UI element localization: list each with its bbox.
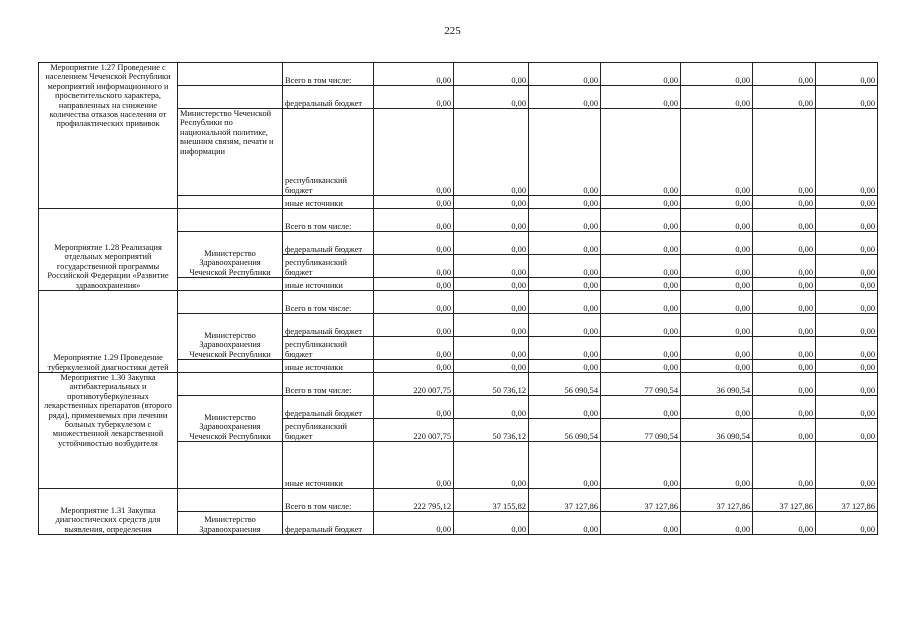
amount-cell: 0,00 [374, 396, 454, 419]
amount-cell: 0,00 [601, 360, 681, 373]
amount-cell: 0,00 [454, 86, 529, 109]
funding-source: иные источники [283, 196, 374, 209]
funding-source: федеральный бюджет [283, 232, 374, 255]
amount-cell: 0,00 [681, 209, 753, 232]
amount-cell: 0,00 [816, 255, 878, 278]
amount-cell: 0,00 [681, 232, 753, 255]
executor-cell: Министерство Здравоохранения Чеченской Республики [178, 232, 283, 278]
amount-cell: 37 127,86 [753, 489, 816, 512]
amount-cell: 0,00 [454, 63, 529, 86]
funding-source: федеральный бюджет [283, 512, 374, 535]
amount-cell: 220 007,75 [374, 373, 454, 396]
amount-cell: 0,00 [681, 512, 753, 535]
amount-cell: 0,00 [454, 360, 529, 373]
amount-cell: 56 090,54 [529, 419, 601, 442]
budget-table [38, 62, 878, 535]
amount-cell: 37 127,86 [529, 489, 601, 512]
amount-cell: 0,00 [601, 196, 681, 209]
amount-cell: 0,00 [816, 373, 878, 396]
amount-cell: 0,00 [454, 278, 529, 291]
amount-cell: 0,00 [753, 278, 816, 291]
amount-cell: 0,00 [816, 209, 878, 232]
amount-cell: 0,00 [816, 419, 878, 442]
amount-cell: 0,00 [681, 109, 753, 196]
funding-source: иные источники [283, 360, 374, 373]
amount-cell: 0,00 [816, 512, 878, 535]
amount-cell: 0,00 [529, 63, 601, 86]
amount-cell: 0,00 [454, 442, 529, 489]
amount-cell: 0,00 [816, 86, 878, 109]
amount-cell: 0,00 [681, 63, 753, 86]
amount-cell: 0,00 [374, 512, 454, 535]
amount-cell: 0,00 [681, 86, 753, 109]
funding-source: иные источники [283, 442, 374, 489]
amount-cell: 0,00 [816, 442, 878, 489]
amount-cell: 0,00 [753, 109, 816, 196]
table-row [39, 291, 878, 314]
amount-cell: 0,00 [601, 337, 681, 360]
amount-cell: 0,00 [681, 396, 753, 419]
amount-cell: 0,00 [454, 232, 529, 255]
executor-cell: Министерство Здравоохранения [178, 512, 283, 535]
event-cell: Мероприятие 1.27 Проведение с населением Чеченской Республики мероприятий информационного и просветительского характера, направленных на снижение количества отказов населения от профилактических прививок [39, 63, 178, 209]
funding-source: Всего в том числе: [283, 489, 374, 512]
amount-cell: 0,00 [816, 360, 878, 373]
amount-cell: 0,00 [374, 278, 454, 291]
funding-source: республиканский бюджет [283, 337, 374, 360]
amount-cell: 222 795,12 [374, 489, 454, 512]
amount-cell: 0,00 [601, 232, 681, 255]
amount-cell: 0,00 [374, 209, 454, 232]
empty-cell [178, 278, 283, 291]
amount-cell: 36 090,54 [681, 419, 753, 442]
table-row [39, 489, 878, 512]
amount-cell: 0,00 [816, 63, 878, 86]
amount-cell: 0,00 [374, 360, 454, 373]
amount-cell: 0,00 [601, 255, 681, 278]
amount-cell: 0,00 [681, 255, 753, 278]
amount-cell: 77 090,54 [601, 419, 681, 442]
amount-cell: 220 007,75 [374, 419, 454, 442]
amount-cell: 0,00 [529, 442, 601, 489]
amount-cell: 0,00 [816, 196, 878, 209]
amount-cell: 0,00 [454, 109, 529, 196]
amount-cell: 0,00 [681, 337, 753, 360]
amount-cell: 0,00 [753, 419, 816, 442]
amount-cell: 0,00 [816, 232, 878, 255]
amount-cell: 0,00 [529, 232, 601, 255]
amount-cell: 0,00 [753, 63, 816, 86]
amount-cell: 0,00 [753, 512, 816, 535]
amount-cell: 56 090,54 [529, 373, 601, 396]
amount-cell: 0,00 [601, 314, 681, 337]
amount-cell: 0,00 [601, 291, 681, 314]
amount-cell: 0,00 [374, 337, 454, 360]
executor-cell: Министерство Чеченской Республики по национальной политике, внешним связям, печати и информации [178, 109, 283, 196]
amount-cell: 0,00 [374, 109, 454, 196]
funding-source: Всего в том числе: [283, 373, 374, 396]
amount-cell: 0,00 [529, 278, 601, 291]
empty-cell [178, 196, 283, 209]
amount-cell: 77 090,54 [601, 373, 681, 396]
amount-cell: 0,00 [601, 209, 681, 232]
amount-cell: 0,00 [529, 109, 601, 196]
amount-cell: 0,00 [601, 63, 681, 86]
amount-cell: 0,00 [753, 196, 816, 209]
amount-cell: 37 127,86 [816, 489, 878, 512]
amount-cell: 0,00 [454, 337, 529, 360]
amount-cell: 0,00 [816, 396, 878, 419]
amount-cell: 0,00 [454, 209, 529, 232]
amount-cell: 0,00 [601, 109, 681, 196]
amount-cell: 0,00 [753, 360, 816, 373]
amount-cell: 0,00 [816, 337, 878, 360]
amount-cell: 0,00 [681, 291, 753, 314]
amount-cell: 0,00 [753, 232, 816, 255]
empty-cell [178, 489, 283, 512]
table-row [39, 373, 878, 396]
amount-cell: 0,00 [681, 360, 753, 373]
amount-cell: 0,00 [681, 442, 753, 489]
amount-cell: 37 127,86 [601, 489, 681, 512]
amount-cell: 0,00 [753, 442, 816, 489]
amount-cell: 0,00 [529, 255, 601, 278]
amount-cell: 0,00 [374, 232, 454, 255]
amount-cell: 0,00 [529, 291, 601, 314]
amount-cell: 0,00 [753, 291, 816, 314]
amount-cell: 0,00 [753, 373, 816, 396]
amount-cell: 0,00 [753, 337, 816, 360]
amount-cell: 0,00 [374, 442, 454, 489]
executor-cell: Министерство Здравоохранения Чеченской Республики [178, 314, 283, 360]
amount-cell: 0,00 [529, 337, 601, 360]
amount-cell: 37 127,86 [681, 489, 753, 512]
amount-cell: 0,00 [529, 209, 601, 232]
amount-cell: 0,00 [753, 314, 816, 337]
event-cell: Мероприятие 1.28 Реализация отдельных мероприятий государственной программы Российской Федерации «Развитие здравоохранения» [39, 209, 178, 291]
event-cell: Мероприятие 1.30 Закупка антибактериальных и противотуберкулезных лекарственных препаратов (второго ряда), применяемых при лечении больных туберкулезом с множественной лекарственной устойчивостью возбудителя [39, 373, 178, 489]
table-row [39, 209, 878, 232]
empty-cell [178, 360, 283, 373]
amount-cell: 0,00 [529, 86, 601, 109]
amount-cell: 0,00 [816, 314, 878, 337]
funding-source: республиканский бюджет [283, 419, 374, 442]
amount-cell: 0,00 [601, 86, 681, 109]
amount-cell: 0,00 [374, 196, 454, 209]
amount-cell: 0,00 [529, 196, 601, 209]
amount-cell: 0,00 [374, 291, 454, 314]
amount-cell: 36 090,54 [681, 373, 753, 396]
funding-source: Всего в том числе: [283, 63, 374, 86]
empty-cell [178, 63, 283, 86]
amount-cell: 0,00 [529, 396, 601, 419]
amount-cell: 0,00 [454, 255, 529, 278]
page-number: 225 [444, 25, 461, 37]
amount-cell: 0,00 [529, 512, 601, 535]
amount-cell: 0,00 [374, 314, 454, 337]
amount-cell: 50 736,12 [454, 419, 529, 442]
amount-cell: 0,00 [601, 396, 681, 419]
amount-cell: 0,00 [601, 512, 681, 535]
amount-cell: 0,00 [816, 278, 878, 291]
funding-source: республиканский бюджет [283, 255, 374, 278]
amount-cell: 0,00 [816, 109, 878, 196]
event-cell: Мероприятие 1.31 Закупка диагностических средств для выявления, определения [39, 489, 178, 535]
funding-source: федеральный бюджет [283, 86, 374, 109]
amount-cell: 0,00 [454, 314, 529, 337]
amount-cell: 0,00 [681, 278, 753, 291]
amount-cell: 0,00 [816, 291, 878, 314]
amount-cell: 0,00 [753, 86, 816, 109]
amount-cell: 50 736,12 [454, 373, 529, 396]
amount-cell: 0,00 [601, 278, 681, 291]
funding-source: республиканский бюджет [283, 109, 374, 196]
empty-cell [178, 291, 283, 314]
amount-cell: 0,00 [374, 63, 454, 86]
amount-cell: 0,00 [601, 442, 681, 489]
amount-cell: 0,00 [454, 196, 529, 209]
amount-cell: 0,00 [454, 396, 529, 419]
amount-cell: 0,00 [454, 291, 529, 314]
empty-cell [178, 373, 283, 396]
funding-source: Всего в том числе: [283, 209, 374, 232]
funding-source: федеральный бюджет [283, 396, 374, 419]
amount-cell: 0,00 [529, 360, 601, 373]
amount-cell: 0,00 [529, 314, 601, 337]
amount-cell: 0,00 [681, 314, 753, 337]
executor-cell: Министерство Здравоохранения Чеченской Республики [178, 396, 283, 442]
table-row [39, 63, 878, 86]
event-cell: Мероприятие 1.29 Проведение туберкулезной диагностики детей [39, 291, 178, 373]
amount-cell: 0,00 [753, 209, 816, 232]
funding-source: Всего в том числе: [283, 291, 374, 314]
amount-cell: 0,00 [454, 512, 529, 535]
amount-cell: 0,00 [681, 196, 753, 209]
amount-cell: 0,00 [753, 396, 816, 419]
amount-cell: 37 155,82 [454, 489, 529, 512]
funding-source: иные источники [283, 278, 374, 291]
empty-cell [178, 442, 283, 489]
funding-source: федеральный бюджет [283, 314, 374, 337]
amount-cell: 0,00 [753, 255, 816, 278]
amount-cell: 0,00 [374, 86, 454, 109]
amount-cell: 0,00 [374, 255, 454, 278]
empty-cell [178, 209, 283, 232]
empty-cell [178, 86, 283, 109]
